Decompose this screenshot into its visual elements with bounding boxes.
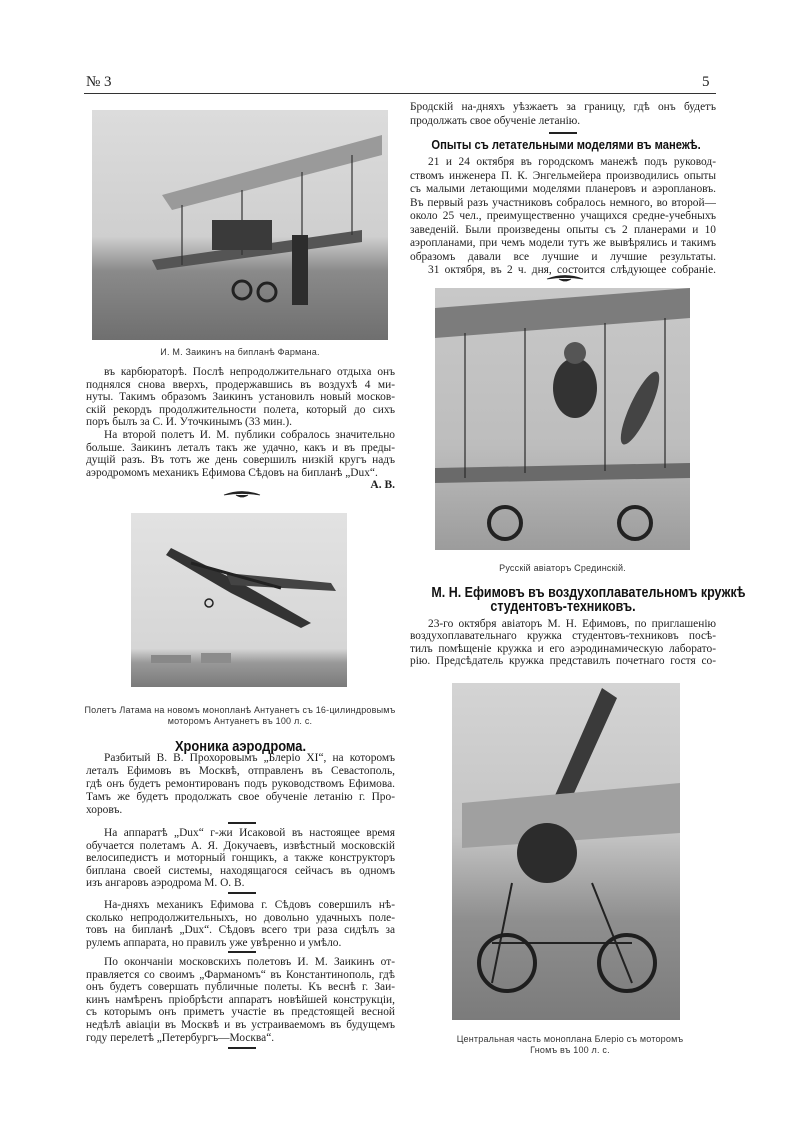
- text-line: году перелетѣ „Петербургъ—Москва“.: [86, 1031, 275, 1044]
- paragraph: [410, 101, 716, 128]
- header-rule: [84, 93, 716, 94]
- text-line: рію. Предсѣдатель кружка представилъ почетнаго гостя со-: [410, 655, 716, 668]
- text-line: кинъ намѣренъ пріобрѣсти аппаратъ новѣйшей конструкціи,: [86, 993, 395, 1006]
- heading-line: студентовъ-техниковъ.: [490, 599, 636, 615]
- text-line: хоровъ.: [86, 804, 123, 816]
- text-line: ствомъ инженера П. К. Энгельмейера производились опыты: [410, 169, 716, 182]
- text-line: заведеній. Были произведены опыты съ 2 планерами и 10: [410, 223, 716, 236]
- text-line: На второй полетъ И. М. публики собралось значительно: [104, 428, 395, 441]
- text-line: недѣлѣ авіаціи въ Москвѣ и въ устраиваемомъ въ будущемъ: [86, 1018, 395, 1031]
- photo-zaikin-farman-biplane: [92, 110, 388, 340]
- text-line: аэропланами, при чемъ модели тутъ же вывѣрялись и такимъ: [410, 237, 716, 249]
- text-line: скій рекордъ продолжительности полета, который до сихъ: [86, 403, 395, 416]
- text-line: 31 октября, въ 2 ч. дня, состоится слѣдующее собраніе.: [428, 264, 716, 276]
- article-brodsky-continuation: [410, 101, 716, 128]
- text-line: Разбитый В. В. Прохоровымъ „Блеріо XI“, на которомъ: [104, 752, 395, 764]
- text-line: дущій разъ. Въ тотъ же день совершилъ низкій кругъ надъ: [86, 454, 395, 467]
- photo1-caption: И. М. Заикинъ на бипланѣ Фармана.: [160, 347, 320, 357]
- text-line: 23-го октября авіаторъ М. Н. Ефимовъ, по приглашенію: [428, 618, 716, 630]
- section-heading-models: Опыты съ летательными моделями въ манежѣ.: [431, 137, 701, 152]
- photo-aviator-sredinsky: [435, 288, 690, 550]
- text-line: сколько непродолжительныхъ, но довольно удачныхъ поле-: [86, 911, 395, 924]
- chronicle-para-2: [86, 827, 395, 890]
- text-line: нуты. Такимъ образомъ Заикинъ установилъ новый москов-: [86, 391, 395, 404]
- photo4-caption: [420, 1034, 720, 1056]
- heading-line: М. Н. Ефимовъ въ воздухоплавательномъ кружкѣ: [431, 585, 746, 601]
- section-separator: [228, 951, 256, 953]
- author-signature: А. В.: [370, 479, 395, 491]
- chronicle-para-1: [86, 752, 395, 817]
- paragraph: [86, 366, 395, 429]
- paragraph: [86, 429, 395, 479]
- text-line: На-дняхъ механикъ Ефимова г. Сѣдовъ совершилъ нѣ-: [104, 899, 395, 911]
- article-efimov: [410, 618, 716, 668]
- photo-bleriot-gnome-engine: [452, 683, 680, 1020]
- text-line: 21 и 24 октября въ городскомъ манежѣ подъ руковод-: [428, 156, 716, 168]
- photo-latham-antoinette-monoplane: [131, 513, 347, 687]
- text-line: товъ на бипланѣ „Dux“. Сѣдовъ всего три раза сидѣлъ за: [86, 924, 395, 937]
- section-separator: [228, 892, 256, 894]
- text-line: Въ первый разъ участниковъ собралось немного, во второй—: [410, 196, 716, 209]
- section-separator: [549, 132, 577, 134]
- text-line: биплана своей системы, находящагося сейчасъ въ одномъ: [86, 864, 395, 877]
- text-line: образомъ давали все лучшие и лучшие результаты.: [410, 250, 716, 263]
- chronicle-para-4: [86, 956, 395, 1044]
- text-line: обучается полетамъ А. Я. Докучаевъ, извѣстный московскій: [86, 839, 395, 852]
- section-separator: [228, 822, 256, 824]
- paragraph: [410, 618, 716, 668]
- text-line: поръ былъ за С. И. Уточкинымъ (33 мин.).: [86, 416, 292, 429]
- ornament-divider-icon: [545, 273, 585, 283]
- text-line: Бродскій на-дняхъ уѣзжаетъ за границу, гдѣ онъ будетъ: [410, 101, 716, 113]
- text-line: онъ будетъ совершать публичные полеты. Къ веснѣ г. Заи-: [86, 981, 395, 994]
- text-line: съ малыми летающими моделями планеровъ и аэроплановъ.: [410, 183, 716, 195]
- article-models: [410, 156, 716, 278]
- text-line: На аппаратѣ „Dux“ г-жи Исаковой въ настоящее время: [104, 827, 395, 839]
- section-heading-chronicle: Хроника аэродрома.: [174, 738, 307, 755]
- text-line: больше. Заикинъ леталъ такъ же удачно, какъ и въ преды-: [86, 441, 395, 454]
- photo3-caption: Русскій авіаторъ Срединскій.: [499, 563, 626, 573]
- paragraph: [86, 752, 395, 817]
- text-line: рулемъ аппарата, но правилъ уже увѣренно и умѣло.: [86, 936, 342, 949]
- text-line: продолжать свое обученіе летанію.: [410, 114, 581, 127]
- issue-number: № 3: [86, 74, 112, 90]
- photo2-caption: [70, 705, 410, 727]
- text-line: аэродромомъ механикъ Ефимова Сѣдовъ на бипланѣ „Dux“.: [86, 466, 378, 479]
- text-line: тилъ помѣщеніе кружка и его аэродинамическую лаборато-: [410, 642, 716, 655]
- paragraph: [410, 156, 716, 264]
- text-line: По окончаніи московскихъ полетовъ И. М. Заикинъ от-: [104, 956, 395, 968]
- text-line: съ которымъ онъ приметъ участіе въ предстоящей весной: [86, 1006, 395, 1019]
- text-line: правляется со своимъ „Фарманомъ“ въ Константинополь, гдѣ: [86, 968, 395, 981]
- text-line: около 25 чел., преимущественно учащихся средне-учебныхъ: [410, 210, 716, 222]
- text-line: велосипедистъ и моторный гонщикъ, а также конструкторъ: [86, 852, 395, 865]
- paragraph: [86, 956, 395, 1044]
- ornament-divider-icon: [222, 489, 262, 499]
- text-line: воздухоплавательнаго кружка студентовъ-техниковъ посѣ-: [410, 630, 716, 643]
- text-line: въ карбюраторѣ. Послѣ непродолжительнаго отдыха онъ: [104, 366, 395, 378]
- photo2-caption-line: моторомъ Антуанетъ въ 100 л. с.: [167, 716, 313, 726]
- paragraph: [86, 899, 395, 949]
- text-line: Тамъ же будетъ продолжать свое обученіе летанію г. Про-: [86, 791, 395, 803]
- text-line: изъ ангаровъ аэродрома М. О. В.: [86, 877, 245, 890]
- photo4-caption-line: Гномъ въ 100 л. с.: [530, 1045, 610, 1055]
- text-line: поднялся снова вверхъ, продержавшись въ воздухѣ 4 ми-: [86, 378, 395, 391]
- section-separator: [228, 1047, 256, 1049]
- text-line: леталъ Ефимовъ въ Москвѣ, отправленъ въ Севастополь,: [86, 765, 395, 777]
- section-heading-efimov: [431, 585, 746, 615]
- photo2-caption-line: Полетъ Латама на новомъ монопланѣ Антуанетъ съ 16-цилиндровымъ: [84, 705, 396, 715]
- text-line: гдѣ онъ будетъ ремонтированъ подъ руководствомъ Ефимова.: [86, 778, 395, 790]
- paragraph: [86, 827, 395, 890]
- article-zaikin-continuation: [86, 366, 395, 479]
- page-number: 5: [702, 74, 710, 90]
- photo4-caption-line: Центральная часть моноплана Блеріо съ моторомъ: [456, 1034, 684, 1044]
- chronicle-para-3: [86, 899, 395, 949]
